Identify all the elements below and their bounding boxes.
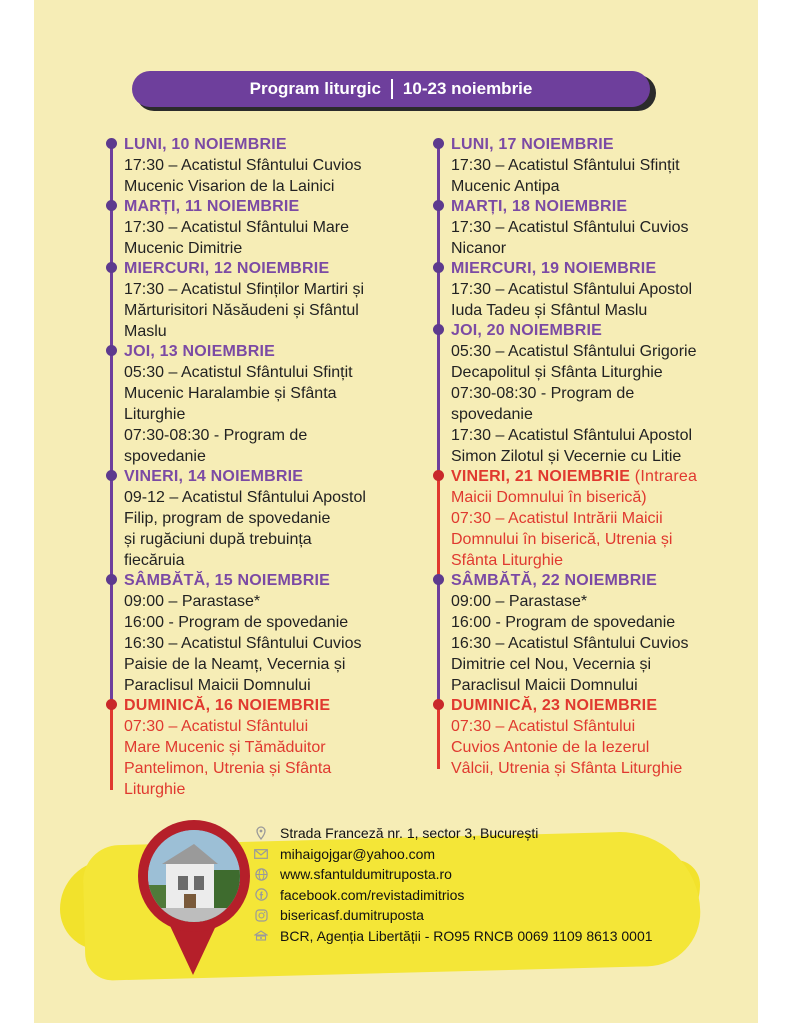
- event-line: Mucenic Haralambie și Sfânta: [124, 385, 337, 402]
- contact-text: www.sfantuldumitruposta.ro: [280, 866, 452, 883]
- timeline-dot: [433, 699, 444, 710]
- timeline-dot: [106, 200, 117, 211]
- timeline-dot: [433, 470, 444, 481]
- event-line: 16:30 – Acatistul Sfântului Cuvios: [124, 635, 362, 652]
- day-heading: LUNI, 10 NOIEMBRIE: [124, 136, 287, 153]
- title-separator: [391, 79, 393, 99]
- event-line: 05:30 – Acatistul Sfântului Sfințit: [124, 364, 353, 381]
- schedule-right-column: [451, 135, 771, 779]
- event-line: Maslu: [124, 323, 167, 340]
- event-line: Domnului în biserică, Utrenia și: [451, 531, 673, 548]
- contact-text: Strada Franceză nr. 1, sector 3, București: [280, 825, 539, 842]
- event-line: 07:30 – Acatistul Sfântului: [451, 718, 636, 735]
- day-entry-sunday: [124, 696, 444, 800]
- timeline-dot: [106, 470, 117, 481]
- event-line: 17:30 – Acatistul Sfinților Martiri și: [124, 281, 365, 298]
- day-entry-feast: [451, 467, 771, 571]
- event-line: Simon Zilotul și Vecernie cu Litie: [451, 448, 682, 465]
- event-line: 07:30-08:30 - Program de: [451, 385, 635, 402]
- event-line: 07:30 – Acatistul Sfântului: [124, 718, 309, 735]
- day-heading: JOI, 13 NOIEMBRIE: [124, 343, 275, 360]
- day-heading: [451, 467, 771, 487]
- contact-email[interactable]: [254, 844, 653, 865]
- timeline-dot: [433, 200, 444, 211]
- church-photo: [148, 830, 240, 922]
- day-entry: [124, 197, 444, 259]
- timeline-dot: [106, 699, 117, 710]
- event-line: Filip, program de spovedanie: [124, 510, 331, 527]
- timeline-dot: [433, 262, 444, 273]
- event-line: Vâlcii, Utrenia și Sfânta Liturghie: [451, 760, 683, 777]
- event-line: Mucenic Visarion de la Lainici: [124, 178, 335, 195]
- day-heading: MIERCURI, 19 NOIEMBRIE: [451, 260, 657, 277]
- event-line: 16:30 – Acatistul Sfântului Cuvios: [451, 635, 689, 652]
- event-line: Mucenic Dimitrie: [124, 240, 243, 257]
- event-line: 17:30 – Acatistul Sfântului Apostol: [451, 281, 693, 298]
- timeline-line-red: [110, 702, 113, 790]
- event-line: Paraclisul Maicii Domnului: [124, 677, 311, 694]
- event-line: Liturghie: [124, 406, 186, 423]
- event-line: Paraclisul Maicii Domnului: [451, 677, 638, 694]
- event-line: 07:30-08:30 - Program de: [124, 427, 308, 444]
- day-heading: LUNI, 17 NOIEMBRIE: [451, 136, 614, 153]
- event-line: 07:30 – Acatistul Intrării Maicii: [451, 510, 663, 527]
- instagram-icon: [254, 908, 268, 922]
- contact-instagram[interactable]: [254, 905, 653, 926]
- event-line: Mare Mucenic și Tămăduitor: [124, 739, 326, 756]
- event-line: 17:30 – Acatistul Sfântului Apostol: [451, 427, 693, 444]
- contact-text: facebook.com/revistadimitrios: [280, 886, 465, 903]
- event-line: 17:30 – Acatistul Sfântului Mare: [124, 219, 350, 236]
- bank-icon: [254, 929, 268, 943]
- contact-text: mihaigojgar@yahoo.com: [280, 845, 436, 862]
- event-line: Mucenic Antipa: [451, 178, 560, 195]
- event-line: Pantelimon, Utrenia și Sfânta: [124, 760, 332, 777]
- event-line: Nicanor: [451, 240, 507, 257]
- event-line: Cuvios Antonie de la Iezerul: [451, 739, 650, 756]
- event-line: Sfânta Liturghie: [451, 552, 564, 569]
- day-entry: [124, 571, 444, 696]
- day-entry: [451, 571, 771, 696]
- timeline-dot: [433, 138, 444, 149]
- event-line: 16:00 - Program de spovedanie: [124, 614, 349, 631]
- timeline-line-purple: [437, 142, 440, 475]
- day-heading: MIERCURI, 12 NOIEMBRIE: [124, 260, 330, 277]
- timeline-dot: [433, 324, 444, 335]
- day-entry: [451, 135, 771, 197]
- day-entry: [124, 467, 444, 571]
- event-line: Paisie de la Neamț, Vecernia și: [124, 656, 346, 673]
- date-range: 10-23 noiembrie: [402, 79, 533, 98]
- event-line: 09:00 – Parastase*: [451, 593, 588, 610]
- event-line: fiecăruia: [124, 552, 185, 569]
- timeline-dot: [106, 262, 117, 273]
- event-line: Mărturisitori Năsăudeni și Sfântul: [124, 302, 359, 319]
- timeline-dot: [106, 345, 117, 356]
- schedule-left-column: [124, 135, 444, 800]
- contact-text: BCR, Agenția Libertății - RO95 RNCB 0069 1109 8613 0001: [280, 927, 653, 944]
- event-line: 05:30 – Acatistul Sfântului Grigorie: [451, 343, 697, 360]
- contact-list: [254, 823, 653, 946]
- timeline-line-purple: [437, 579, 440, 699]
- day-heading: VINERI, 14 NOIEMBRIE: [124, 468, 304, 485]
- day-entry: [124, 135, 444, 197]
- contact-website[interactable]: [254, 864, 653, 885]
- location-icon: [254, 826, 268, 840]
- timeline-dot: [106, 138, 117, 149]
- day-heading: DUMINICĂ, 16 NOIEMBRIE: [124, 697, 331, 714]
- email-icon: [254, 847, 268, 861]
- facebook-icon: [254, 888, 268, 902]
- day-heading: SÂMBĂTĂ, 15 NOIEMBRIE: [124, 572, 330, 589]
- event-line: 09:00 – Parastase*: [124, 593, 261, 610]
- timeline-line-red: [437, 475, 440, 579]
- day-entry: [124, 259, 444, 342]
- event-line: spovedanie: [451, 406, 533, 423]
- day-heading: DUMINICĂ, 23 NOIEMBRIE: [451, 697, 658, 714]
- page-title: Program liturgic: [249, 79, 381, 98]
- event-line: Liturghie: [124, 781, 186, 798]
- event-line: 17:30 – Acatistul Sfântului Sfințit: [451, 157, 680, 174]
- globe-icon: [254, 867, 268, 881]
- contact-text: bisericasf.dumitruposta: [280, 907, 424, 924]
- day-entry-sunday: [451, 696, 771, 779]
- event-line: 16:00 - Program de spovedanie: [451, 614, 676, 631]
- event-line: și rugăciuni după trebuința: [124, 531, 312, 548]
- event-line: 09-12 – Acatistul Sfântului Apostol: [124, 489, 366, 506]
- day-heading: MARȚI, 18 NOIEMBRIE: [451, 198, 628, 215]
- timeline-dot: [106, 574, 117, 585]
- event-line: Iuda Tadeu și Sfântul Maslu: [451, 302, 648, 319]
- timeline-dot: [433, 574, 444, 585]
- day-heading: JOI, 20 NOIEMBRIE: [451, 322, 602, 339]
- day-entry: [451, 197, 771, 259]
- day-entry: [451, 321, 771, 467]
- day-entry: [451, 259, 771, 321]
- event-line: Maicii Domnului în biserică): [451, 489, 647, 506]
- day-heading-text: VINERI, 21 NOIEMBRIE: [451, 468, 631, 485]
- contact-address: [254, 823, 653, 844]
- timeline-line-purple: [110, 142, 113, 702]
- day-entry: [124, 342, 444, 467]
- event-line: Decapolitul și Sfânta Liturghie: [451, 364, 663, 381]
- church-illustration: [148, 830, 240, 922]
- event-line: spovedanie: [124, 448, 206, 465]
- event-line: Dimitrie cel Nou, Vecernia și: [451, 656, 652, 673]
- event-line: 17:30 – Acatistul Sfântului Cuvios: [451, 219, 689, 236]
- feast-note: (Intrarea: [630, 468, 698, 485]
- contact-facebook[interactable]: [254, 885, 653, 906]
- contact-bank: [254, 926, 653, 947]
- page-title-banner: [132, 71, 650, 107]
- day-heading: SÂMBĂTĂ, 22 NOIEMBRIE: [451, 572, 657, 589]
- event-line: 17:30 – Acatistul Sfântului Cuvios: [124, 157, 362, 174]
- day-heading: MARȚI, 11 NOIEMBRIE: [124, 198, 300, 215]
